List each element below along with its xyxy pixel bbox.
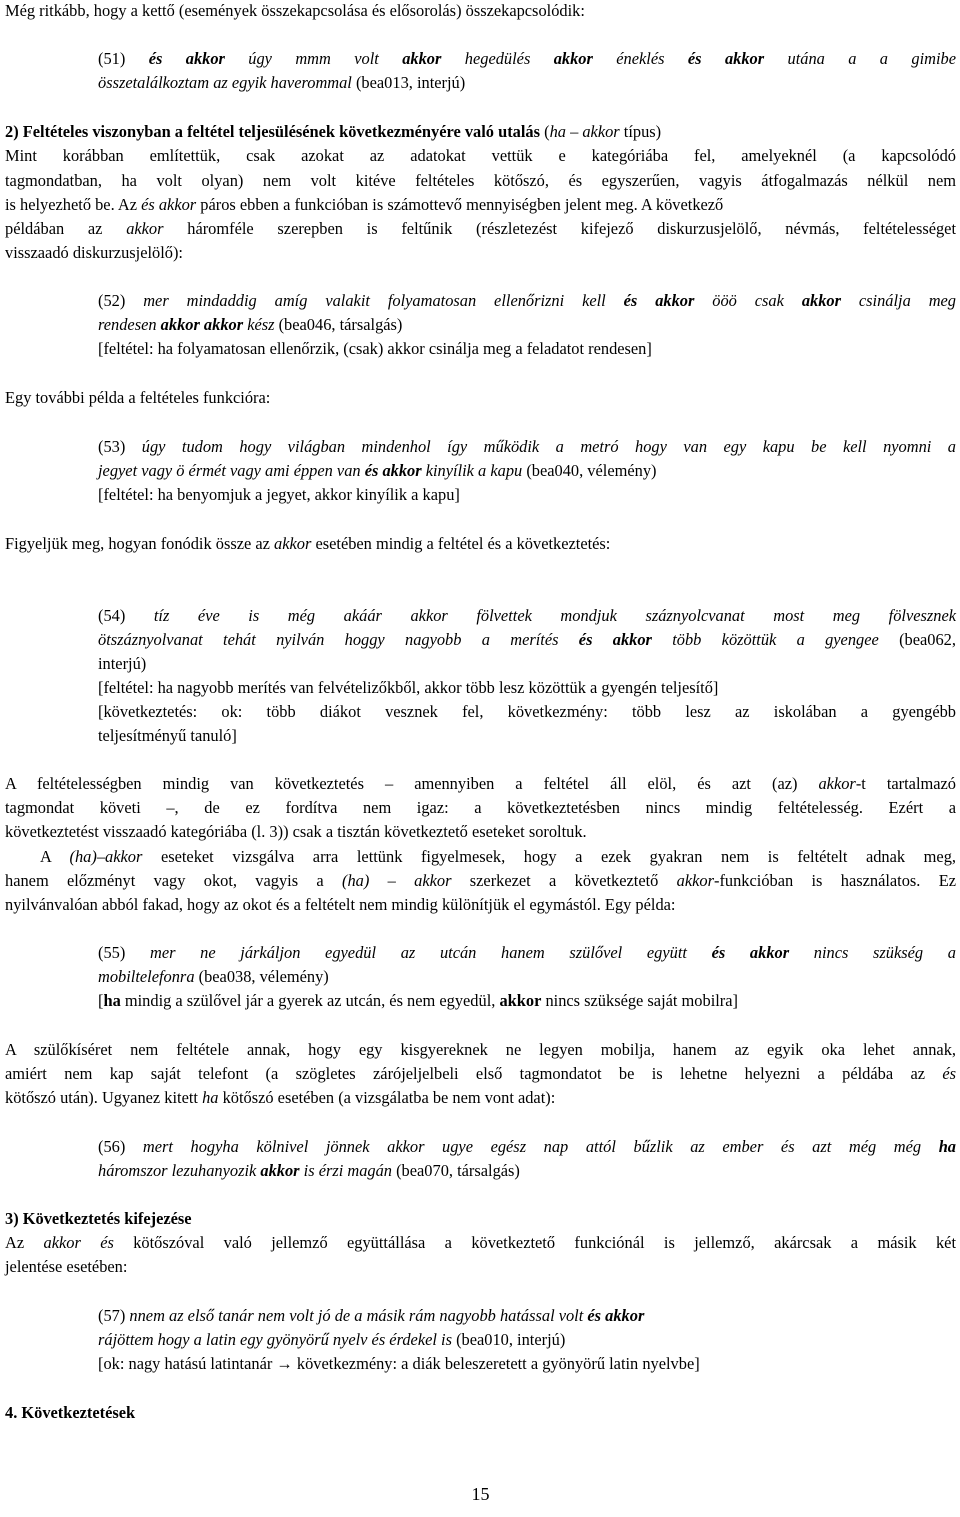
text-run: nincs szüksége saját mobilra] [541,991,738,1010]
section-2-para-line-5 [5,242,956,264]
paragraph-conditionality-line-2 [5,797,956,819]
section-3-para-line-1 [5,1232,956,1254]
text-run: kötőszó után). Ugyanez kitett [5,1088,203,1107]
text-run: páros ebben a funkcióban is számottevő mennyiségben jelent meg. A következő [196,195,724,214]
text-run: és akkor [148,49,225,68]
example-55-line-1 [98,942,956,964]
text-run: ha [938,1137,956,1156]
example-52-gloss: [feltétel: ha folyamatosan ellenőrzik, (csak) akkor csinálja meg a feladatot rendesen] [98,339,652,358]
text-run: mer ne járkáljon egyedül az utcán hanem szülővel együtt [149,943,712,962]
example-56-line-2 [98,1160,956,1182]
text-run: akkor akkor [160,315,244,334]
text-run: úgy tudom hogy világban mindenhol így működik a metró hogy van egy kapu be kell nyomni a [141,437,956,456]
section-2-para-line-3 [5,194,956,216]
text-run: esetében mindig a feltétel és a következtetés: [311,534,611,553]
text-run: (52) [98,291,144,310]
example-55-gloss [98,990,956,1012]
paragraph-watch [5,533,956,555]
example-54-line-2 [98,629,956,651]
text-run: akkor [801,291,841,310]
text-run: úgy mmm volt [224,49,403,68]
section-2-para-line-2 [5,170,956,192]
text-run: kinyílik a kapu [421,461,523,480]
section-3-heading: 3) Következtetés kifejezése [5,1209,192,1228]
section-2-para-line-4 [5,218,956,240]
text-run: és akkor [578,630,652,649]
example-51-line-1 [98,48,956,70]
example-52-line-2 [98,314,956,336]
text-run: akkor [499,991,542,1010]
text-run: nnem az első tanár nem volt jó de a másik rám nagyobb hatással volt [129,1306,588,1325]
text-run: példában az [5,219,127,238]
text-run: (51) [98,49,149,68]
text-run: akkor [126,219,164,238]
text-run: 2) Feltételes viszonyban a feltétel teljesülésének következményére való utalás [5,122,541,141]
example-52-line-1 [98,290,956,312]
text-run: összetalálkoztam az egyik haverommal [98,73,352,92]
example-53-line-2 [98,460,956,482]
paragraph-parent-line-3 [5,1087,956,1109]
text-run: (ha) – akkor [342,871,452,890]
text-run: és akkor [141,195,197,214]
text-run: ha [103,991,121,1010]
text-run: mert hogyha kölnivel jönnek akkor ugye egész nap attól bűzlik az ember és azt még még [142,1137,939,1156]
text-run: akkor [402,49,442,68]
paragraph-parent-line-2 [5,1063,956,1085]
text-run: (54) [98,606,154,625]
text-run: utána a a gimibe [764,49,956,68]
text-run: (53) [98,437,142,456]
text-run: ööö csak [694,291,802,310]
text-run: rendesen [98,315,161,334]
text-run: ha – akkor [549,122,620,141]
text-run: következtetést visszaadó kategóriába (l. 3)) csak a tisztán következtető eseteket soroltuk. [5,822,587,841]
text-run: ötszáznyolvanat tehát nyilván hoggy nagyobb a merítés [98,630,579,649]
text-run: kötőszóval való jellemző együttállása a következtető funkciónál is jellemző, akárcsak a másik két [113,1233,957,1252]
text-run: kész [243,315,275,334]
text-run: és akkor [364,461,422,480]
text-run: akkor [553,49,593,68]
paragraph-conditionality-line-1 [5,773,956,795]
text-run: csinálja meg [840,291,957,310]
text-run: rájöttem hogy a latin egy gyönyörű nyelv és érdekel is [98,1330,452,1349]
paragraph-conditionality-line-3 [5,821,956,843]
paragraph-haakkor-line-2 [5,870,956,892]
paragraph-more-example: Egy további példa a feltételes funkcióra: [5,388,271,407]
text-run: háromszor lezuhanyozik [98,1161,261,1180]
text-run: hegedülés [441,49,554,68]
section-2-heading [5,121,956,143]
text-run: A feltételességben mindig van következtetés – amennyiben a feltétel áll elöl, és azt (az) [5,774,819,793]
paragraph-haakkor-line-3 [5,894,956,916]
text-run: típus) [619,122,662,141]
text-run: több közöttük a gyengee [651,630,879,649]
text-run: A [40,847,70,866]
text-run: jegyet vagy ö érmét vagy ami éppen van [98,461,365,480]
text-run: (56) [98,1137,143,1156]
text-run: (55) [98,943,150,962]
example-57-gloss: [ok: nagy hatású latintanár → következmény: a diák beleszeretett a gyönyörű latin nyelvbe] [98,1354,700,1373]
text-run: kötőszó esetében (a vizsgálatba be nem vont adat): [218,1088,556,1107]
text-run: (bea070, társalgás) [392,1161,520,1180]
example-57-line-2 [98,1329,956,1351]
text-run: tíz éve is még akáár akkor fölvettek mondjuk száznyolcvanat most meg fölvesznek [153,606,956,625]
text-run: mer mindaddig amíg valakit folyamatosan ellenőrizni kell [143,291,624,310]
paragraph-parent-line-1 [5,1039,956,1061]
text-run: Mint korábban említettük, csak azokat az adatokat vettük e kategóriába fel, amelyeknél (a kapcsolódó [5,146,956,165]
text-run: háromféle szerepben is feltűnik (részletezést kifejező diskurzusjelölő, névmás, feltételességet [163,219,957,238]
text-run: ( [540,122,550,141]
text-run: Figyeljük meg, hogyan fonódik össze az [5,534,275,553]
text-run: és akkor [587,1306,645,1325]
example-53-line-1 [98,436,956,458]
text-run: amiért nem kap saját telefont (a szögletes zárójeljelbeli első tagmondatot be is lehetne helyezni a példába az [5,1064,943,1083]
text-run: is érzi magán [299,1161,392,1180]
example-51-line-2 [98,72,956,94]
text-run: és akkor [687,49,765,68]
example-56-line-1 [98,1136,956,1158]
text-run: eseteket vizsgálva arra lettünk figyelmesek, hogy a ezek gyakran nem is feltételt adnak meg, [142,847,957,866]
example-54-gloss-condition: [feltétel: ha nagyobb merítés van felvételizőkből, akkor több lesz közöttük a gyengén teljesítő] [98,678,719,697]
text-run: ha [202,1088,219,1107]
text-run: (57) [98,1306,130,1325]
text-run: (bea038, vélemény) [194,967,329,986]
text-run: (bea010, interjú) [451,1330,566,1349]
example-54-gloss-conclusion-1: [következtetés: ok: több diákot vesznek fel, következmény: több lesz az iskolában a gyengébb [98,702,956,721]
example-54-gloss-conclusion-2: teljesítményű tanuló] [98,726,237,745]
text-run: [ [98,991,104,1010]
text-run: (ha)–akkor [69,847,143,866]
text-run: szerkezet a következtető [451,871,677,890]
text-run: akkor [274,534,312,553]
text-run: (bea013, interjú) [351,73,466,92]
text-run: (bea062, [878,630,956,649]
text-run: (bea046, társalgás) [274,315,403,334]
page-number: 15 [471,1484,490,1504]
section-4-heading: 4. Következtetések [5,1403,136,1422]
text-run: nyilvánvalóan abból fakad, hogy az okot és a feltételt nem mindig különítjük el egymástól. Egy példa: [5,895,676,914]
text-run: visszaadó diskurzusjelölő): [5,243,183,262]
example-55-line-2 [98,966,956,988]
text-run: akkor [676,871,714,890]
example-54-line-1 [98,605,956,627]
text-run: -t tartalmazó [855,774,957,793]
text-run: hanem előzményt vagy okot, vagyis a [5,871,342,890]
text-run: tagmondat követi –, de ez fordítva nem igaz: a következtetésben nincs mindig feltételesség. Ezért a [5,798,956,817]
text-run: és akkor [711,943,790,962]
text-run: akkor [818,774,856,793]
example-53-gloss: [feltétel: ha benyomjuk a jegyet, akkor kinyílik a kapu] [98,485,460,504]
text-run: mindig a szülővel jár a gyerek az utcán, és nem egyedül, [120,991,500,1010]
section-3-para-line-2 [5,1256,956,1278]
text-run: és [942,1064,956,1083]
text-run: Az [5,1233,44,1252]
text-run: akkor [260,1161,300,1180]
text-run: nincs szükség a [789,943,956,962]
intro-paragraph: Még ritkább, hogy a kettő (események összekapcsolása és elősorolás) összekapcsolódik: [5,1,585,20]
text-run: tagmondatban, ha volt olyan) nem volt kitéve feltételes kötőszó, és egyszerűen, vagyis átfogalmazás nélkül nem [5,171,956,190]
example-57-line-1 [98,1305,956,1327]
text-run: akkor és [43,1233,114,1252]
example-54-line-3: interjú) [98,654,147,673]
text-run: (bea040, vélemény) [522,461,657,480]
paragraph-haakkor-line-1 [40,846,956,868]
text-run: A szülőkíséret nem feltétele annak, hogy egy kisgyereknek ne legyen mobilja, hanem az egyik oka lehet annak, [5,1040,956,1059]
section-2-para-line-1 [5,145,956,167]
text-run: mobiltelefonra [98,967,195,986]
text-run: éneklés [592,49,688,68]
text-run: és akkor [623,291,695,310]
text-run: -funkcióban is használatos. Ez [714,871,956,890]
text-run: is helyezhető be. Az [5,195,142,214]
text-run: jelentése esetében: [5,1257,128,1276]
